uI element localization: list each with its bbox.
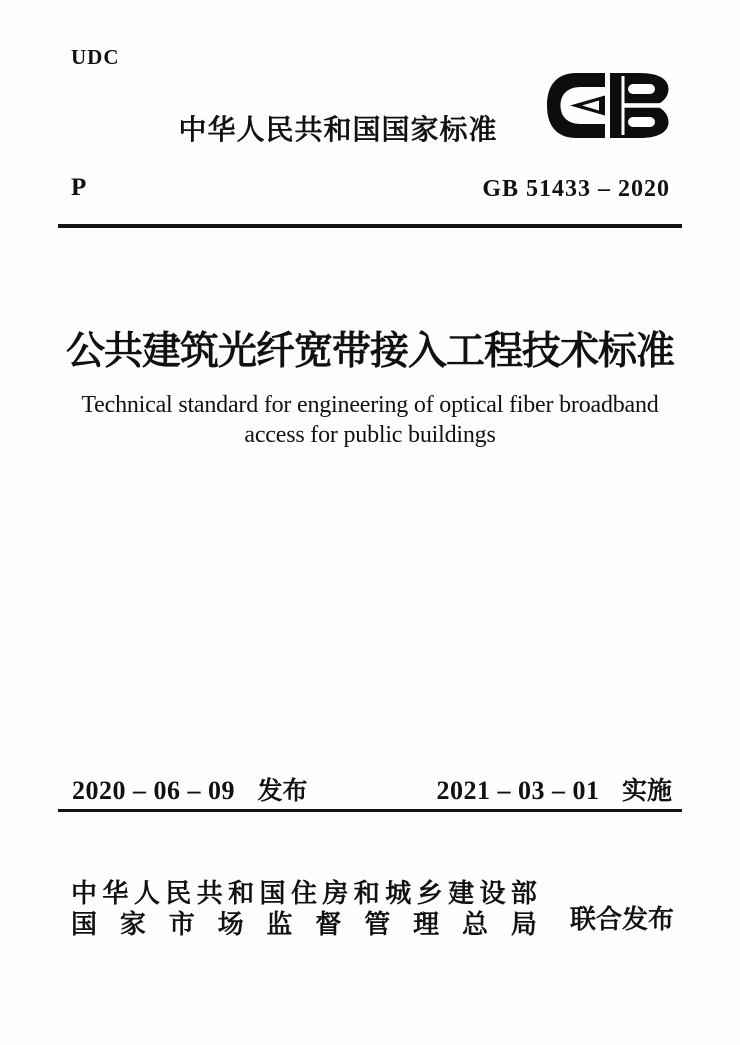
publisher-line1: 中 华 人 民 共 和 国 住 房 和 城 乡 建 设 部 (71, 878, 537, 908)
publisher-line2: 国 家 市 场 监 督 管 理 总 局 (71, 909, 537, 939)
issue-label: 发布 (257, 777, 308, 805)
publisher-block (71, 878, 537, 939)
implementation-date: 2021 – 03 – 01 (436, 776, 600, 805)
implementation-label: 实施 (621, 777, 672, 805)
bottom-divider-rule (58, 809, 682, 812)
gb-logo-icon (545, 71, 670, 140)
title-english-line1: Technical standard for engineering of optical fiber broadband (81, 392, 659, 418)
implementation-date-group (437, 771, 672, 807)
title-english-line2: access for public buildings (244, 422, 496, 448)
issue-date: 2020 – 06 – 09 (72, 776, 235, 805)
national-standard-heading: 中华人民共和国国家标准 (178, 114, 498, 145)
date-row (72, 771, 672, 807)
udc-label: UDC (71, 45, 120, 69)
title-chinese: 公共建筑光纤宽带接入工程技术标准 (65, 330, 674, 373)
issue-date-group (72, 771, 307, 807)
joint-release-label: 联合发布 (570, 904, 675, 934)
title-english (0, 390, 740, 450)
standard-number: GB 51433 – 2020 (482, 176, 670, 202)
top-divider-rule (58, 224, 682, 228)
category-code-label: P (71, 174, 87, 201)
